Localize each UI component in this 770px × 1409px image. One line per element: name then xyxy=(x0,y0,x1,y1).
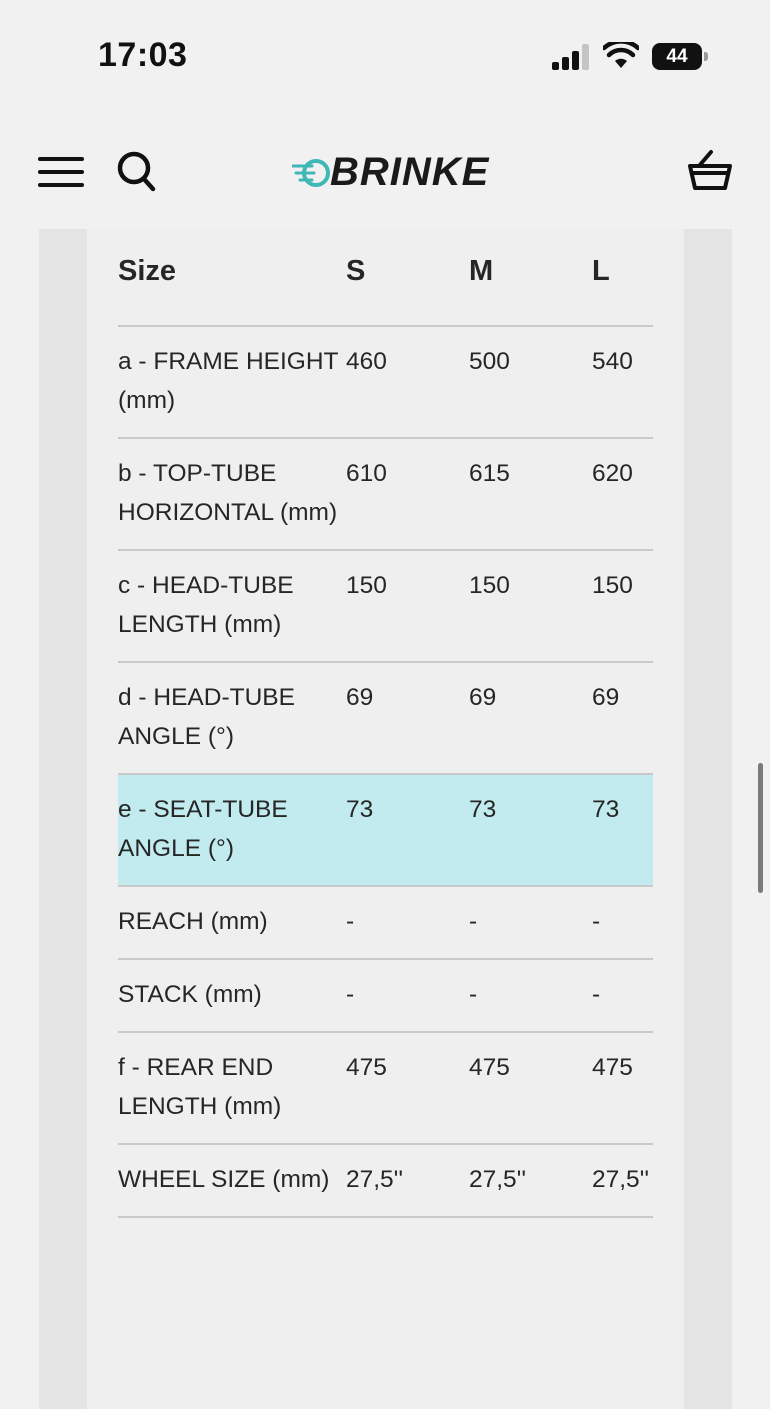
header-size: Size xyxy=(118,229,346,326)
cell-l: 73 xyxy=(592,774,653,886)
cell-s: - xyxy=(346,959,469,1032)
battery-tip xyxy=(704,52,708,61)
cell-m: - xyxy=(469,886,592,959)
cell-m: 475 xyxy=(469,1032,592,1144)
cell-s: - xyxy=(346,886,469,959)
cell-m: 73 xyxy=(469,774,592,886)
cell-m: 615 xyxy=(469,438,592,550)
table-row xyxy=(118,550,653,662)
table-row xyxy=(118,1144,653,1217)
site-header xyxy=(0,135,770,211)
row-label: a - FRAME HEIGHT (mm) xyxy=(118,326,346,438)
row-label: b - TOP-TUBE HORIZONTAL (mm) xyxy=(118,438,346,550)
table-row xyxy=(118,959,653,1032)
cell-s: 73 xyxy=(346,774,469,886)
header-l: L xyxy=(592,229,653,326)
row-label: WHEEL SIZE (mm) xyxy=(118,1144,346,1217)
geometry-table xyxy=(118,229,653,1218)
scrollbar-thumb[interactable] xyxy=(758,763,763,893)
cell-l: 69 xyxy=(592,662,653,774)
brand-logo[interactable] xyxy=(292,149,490,195)
cell-l: 540 xyxy=(592,326,653,438)
cell-l: 620 xyxy=(592,438,653,550)
row-label: REACH (mm) xyxy=(118,886,346,959)
cart-icon[interactable] xyxy=(687,149,733,193)
cell-l: - xyxy=(592,886,653,959)
cell-s: 475 xyxy=(346,1032,469,1144)
status-bar xyxy=(0,0,770,110)
header-s: S xyxy=(346,229,469,326)
wifi-icon xyxy=(603,42,639,70)
cell-m: 150 xyxy=(469,550,592,662)
table-header-row xyxy=(118,229,653,326)
row-label: e - SEAT-TUBE ANGLE (°) xyxy=(118,774,346,886)
row-label: d - HEAD-TUBE ANGLE (°) xyxy=(118,662,346,774)
menu-icon[interactable] xyxy=(38,155,84,189)
status-time: 17:03 xyxy=(98,36,188,74)
table-row-highlighted xyxy=(118,774,653,886)
table-row xyxy=(118,662,653,774)
cell-l: 27,5'' xyxy=(592,1144,653,1217)
content-gutter-right xyxy=(684,229,732,1409)
cell-s: 69 xyxy=(346,662,469,774)
cell-l: 475 xyxy=(592,1032,653,1144)
cell-l: 150 xyxy=(592,550,653,662)
table-row xyxy=(118,438,653,550)
row-label: f - REAR END LENGTH (mm) xyxy=(118,1032,346,1144)
cell-m: 500 xyxy=(469,326,592,438)
cell-s: 150 xyxy=(346,550,469,662)
battery-icon xyxy=(652,43,708,70)
brand-name: BRINKE xyxy=(330,150,490,194)
row-label: c - HEAD-TUBE LENGTH (mm) xyxy=(118,550,346,662)
header-m: M xyxy=(469,229,592,326)
cellular-signal-icon xyxy=(552,44,592,70)
table-row xyxy=(118,1032,653,1144)
cell-s: 460 xyxy=(346,326,469,438)
cell-s: 27,5'' xyxy=(346,1144,469,1217)
cell-m: - xyxy=(469,959,592,1032)
cell-l: - xyxy=(592,959,653,1032)
row-label: STACK (mm) xyxy=(118,959,346,1032)
content-gutter-left xyxy=(39,229,87,1409)
cell-m: 69 xyxy=(469,662,592,774)
table-row xyxy=(118,326,653,438)
cell-m: 27,5'' xyxy=(469,1144,592,1217)
battery-level: 44 xyxy=(652,43,702,70)
table-row xyxy=(118,886,653,959)
logo-mark-icon xyxy=(292,157,332,189)
cell-s: 610 xyxy=(346,438,469,550)
search-icon[interactable] xyxy=(116,150,156,192)
